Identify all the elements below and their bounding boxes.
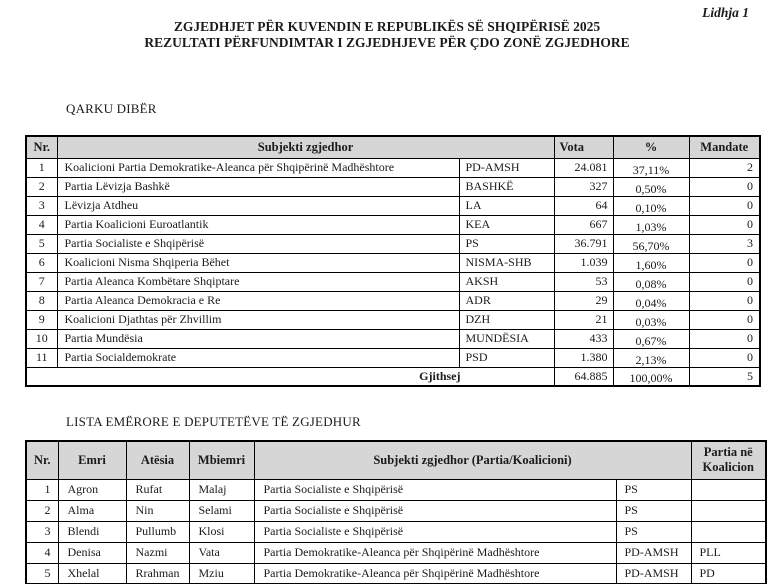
cell-votes: 36.791: [554, 234, 613, 253]
cell-last-name: Mziu: [189, 563, 254, 584]
title-line-2: REZULTATI PËRFUNDIMTAR I ZGJEDHJEVE PËR ÇDO ZONË ZGJEDHORE: [144, 35, 630, 50]
cell-mandates: 0: [689, 253, 760, 272]
cell-nr: 2: [26, 500, 58, 521]
table-row: [26, 253, 760, 272]
cell-votes: 1.039: [554, 253, 613, 272]
header-subject: Subjekti zgjedhor: [57, 136, 554, 158]
cell-subject: Partia Demokratike-Aleanca për Shqipërinë Madhështore: [254, 542, 616, 563]
cell-percent: 0,03%: [613, 310, 689, 329]
cell-coalition-party: [691, 500, 766, 521]
deputies-table-container: [25, 440, 767, 584]
cell-mandates: 0: [689, 348, 760, 367]
table-row: [26, 291, 760, 310]
cell-party-name: Partia Mundësia: [57, 329, 459, 348]
cell-subject: Partia Socialiste e Shqipërisë: [254, 500, 616, 521]
cell-subject-abbr: PS: [616, 479, 691, 500]
results-header-row: [26, 136, 760, 158]
table-row: [26, 196, 760, 215]
cell-party-name: Koalicioni Partia Demokratike-Aleanca për Shqipërinë Madhështore: [57, 158, 459, 177]
cell-subject: Partia Socialiste e Shqipërisë: [254, 521, 616, 542]
cell-votes: 667: [554, 215, 613, 234]
table-row: [26, 272, 760, 291]
cell-coalition-party: [691, 521, 766, 542]
cell-percent: 37,11%: [613, 158, 689, 177]
cell-party-abbr: ADR: [459, 291, 554, 310]
cell-mandates: 2: [689, 158, 760, 177]
cell-percent: 56,70%: [613, 234, 689, 253]
cell-nr: 5: [26, 563, 58, 584]
total-percent: 100,00%: [613, 367, 689, 386]
header-nr: Nr.: [26, 441, 58, 479]
cell-coalition-party: PLL: [691, 542, 766, 563]
cell-percent: 0,10%: [613, 196, 689, 215]
cell-party-abbr: AKSH: [459, 272, 554, 291]
cell-coalition-party: PD: [691, 563, 766, 584]
table-row: [26, 215, 760, 234]
cell-party-name: Partia Aleanca Demokracia e Re: [57, 291, 459, 310]
cell-mandates: 0: [689, 272, 760, 291]
cell-mandates: 0: [689, 196, 760, 215]
header-subject: Subjekti zgjedhor (Partia/Koalicioni): [254, 441, 691, 479]
cell-nr: 8: [26, 291, 57, 310]
cell-nr: 11: [26, 348, 57, 367]
region-heading: QARKU DIBËR: [66, 101, 157, 116]
cell-party-name: Partia Aleanca Kombëtare Shqiptare: [57, 272, 459, 291]
cell-party-abbr: BASHKË: [459, 177, 554, 196]
table-row: [26, 521, 766, 542]
cell-nr: 5: [26, 234, 57, 253]
cell-party-abbr: NISMA-SHB: [459, 253, 554, 272]
cell-first-name: Agron: [58, 479, 126, 500]
cell-coalition-party: [691, 479, 766, 500]
header-father-name: Atësia: [126, 441, 189, 479]
cell-subject-abbr: PS: [616, 500, 691, 521]
cell-party-name: Partia Socialdemokrate: [57, 348, 459, 367]
header-coalition-party: Partia në Koalicion: [691, 441, 766, 479]
cell-nr: 6: [26, 253, 57, 272]
document-title: [0, 19, 774, 51]
cell-party-name: Koalicioni Djathtas për Zhvillim: [57, 310, 459, 329]
deputies-list-heading: LISTA EMËRORE E DEPUTETËVE TË ZGJEDHUR: [66, 414, 361, 429]
cell-father-name: Pullumb: [126, 521, 189, 542]
cell-party-name: Koalicioni Nisma Shqiperia Bëhet: [57, 253, 459, 272]
cell-subject-abbr: PD-AMSH: [616, 563, 691, 584]
total-votes: 64.885: [554, 367, 613, 386]
results-table-container: [25, 135, 761, 387]
cell-first-name: Xhelal: [58, 563, 126, 584]
table-row: [26, 177, 760, 196]
cell-first-name: Denisa: [58, 542, 126, 563]
cell-first-name: Blendi: [58, 521, 126, 542]
table-row: [26, 158, 760, 177]
cell-subject: Partia Demokratike-Aleanca për Shqipërinë Madhështore: [254, 563, 616, 584]
cell-subject: Partia Socialiste e Shqipërisë: [254, 479, 616, 500]
cell-party-abbr: MUNDËSIA: [459, 329, 554, 348]
table-row: [26, 542, 766, 563]
total-mandates: 5: [689, 367, 760, 386]
cell-nr: 7: [26, 272, 57, 291]
table-row: [26, 479, 766, 500]
cell-votes: 327: [554, 177, 613, 196]
cell-nr: 4: [26, 215, 57, 234]
cell-percent: 0,50%: [613, 177, 689, 196]
cell-father-name: Rrahman: [126, 563, 189, 584]
cell-votes: 433: [554, 329, 613, 348]
cell-percent: 0,08%: [613, 272, 689, 291]
total-label: Gjithsej: [26, 367, 554, 386]
header-percent: %: [613, 136, 689, 158]
cell-percent: 1,03%: [613, 215, 689, 234]
cell-percent: 0,67%: [613, 329, 689, 348]
cell-votes: 24.081: [554, 158, 613, 177]
cell-party-abbr: PSD: [459, 348, 554, 367]
header-nr: Nr.: [26, 136, 57, 158]
cell-percent: 0,04%: [613, 291, 689, 310]
cell-first-name: Alma: [58, 500, 126, 521]
cell-mandates: 3: [689, 234, 760, 253]
cell-last-name: Vata: [189, 542, 254, 563]
cell-votes: 1.380: [554, 348, 613, 367]
header-first-name: Emri: [58, 441, 126, 479]
total-row: [26, 367, 760, 386]
cell-father-name: Rufat: [126, 479, 189, 500]
cell-nr: 4: [26, 542, 58, 563]
cell-father-name: Nazmi: [126, 542, 189, 563]
cell-father-name: Nin: [126, 500, 189, 521]
table-row: [26, 348, 760, 367]
table-row: [26, 310, 760, 329]
cell-mandates: 0: [689, 291, 760, 310]
cell-party-name: Lëvizja Atdheu: [57, 196, 459, 215]
header-votes: Vota: [554, 136, 613, 158]
cell-votes: 29: [554, 291, 613, 310]
cell-party-abbr: KEA: [459, 215, 554, 234]
annex-label: Lidhja 1: [702, 5, 749, 20]
cell-nr: 10: [26, 329, 57, 348]
cell-last-name: Malaj: [189, 479, 254, 500]
table-row: [26, 500, 766, 521]
cell-votes: 64: [554, 196, 613, 215]
results-table: [25, 135, 761, 387]
cell-mandates: 0: [689, 310, 760, 329]
deputies-table: [25, 440, 767, 584]
cell-nr: 3: [26, 521, 58, 542]
cell-subject-abbr: PD-AMSH: [616, 542, 691, 563]
cell-party-abbr: LA: [459, 196, 554, 215]
cell-subject-abbr: PS: [616, 521, 691, 542]
cell-mandates: 0: [689, 215, 760, 234]
table-row: [26, 329, 760, 348]
table-row: [26, 234, 760, 253]
cell-nr: 1: [26, 479, 58, 500]
cell-nr: 1: [26, 158, 57, 177]
cell-percent: 1,60%: [613, 253, 689, 272]
cell-nr: 2: [26, 177, 57, 196]
deputies-header-row: [26, 441, 766, 479]
cell-party-name: Partia Socialiste e Shqipërisë: [57, 234, 459, 253]
cell-party-abbr: DZH: [459, 310, 554, 329]
cell-votes: 53: [554, 272, 613, 291]
table-row: [26, 563, 766, 584]
cell-party-name: Partia Koalicioni Euroatlantik: [57, 215, 459, 234]
cell-mandates: 0: [689, 177, 760, 196]
header-mandates: Mandate: [689, 136, 760, 158]
cell-percent: 2,13%: [613, 348, 689, 367]
title-line-1: ZGJEDHJET PËR KUVENDIN E REPUBLIKËS SË SHQIPËRISË 2025: [173, 19, 601, 34]
cell-nr: 3: [26, 196, 57, 215]
cell-mandates: 0: [689, 329, 760, 348]
cell-party-abbr: PD-AMSH: [459, 158, 554, 177]
cell-party-name: Partia Lëvizja Bashkë: [57, 177, 459, 196]
cell-votes: 21: [554, 310, 613, 329]
cell-nr: 9: [26, 310, 57, 329]
cell-last-name: Selami: [189, 500, 254, 521]
cell-last-name: Klosi: [189, 521, 254, 542]
cell-party-abbr: PS: [459, 234, 554, 253]
header-last-name: Mbiemri: [189, 441, 254, 479]
